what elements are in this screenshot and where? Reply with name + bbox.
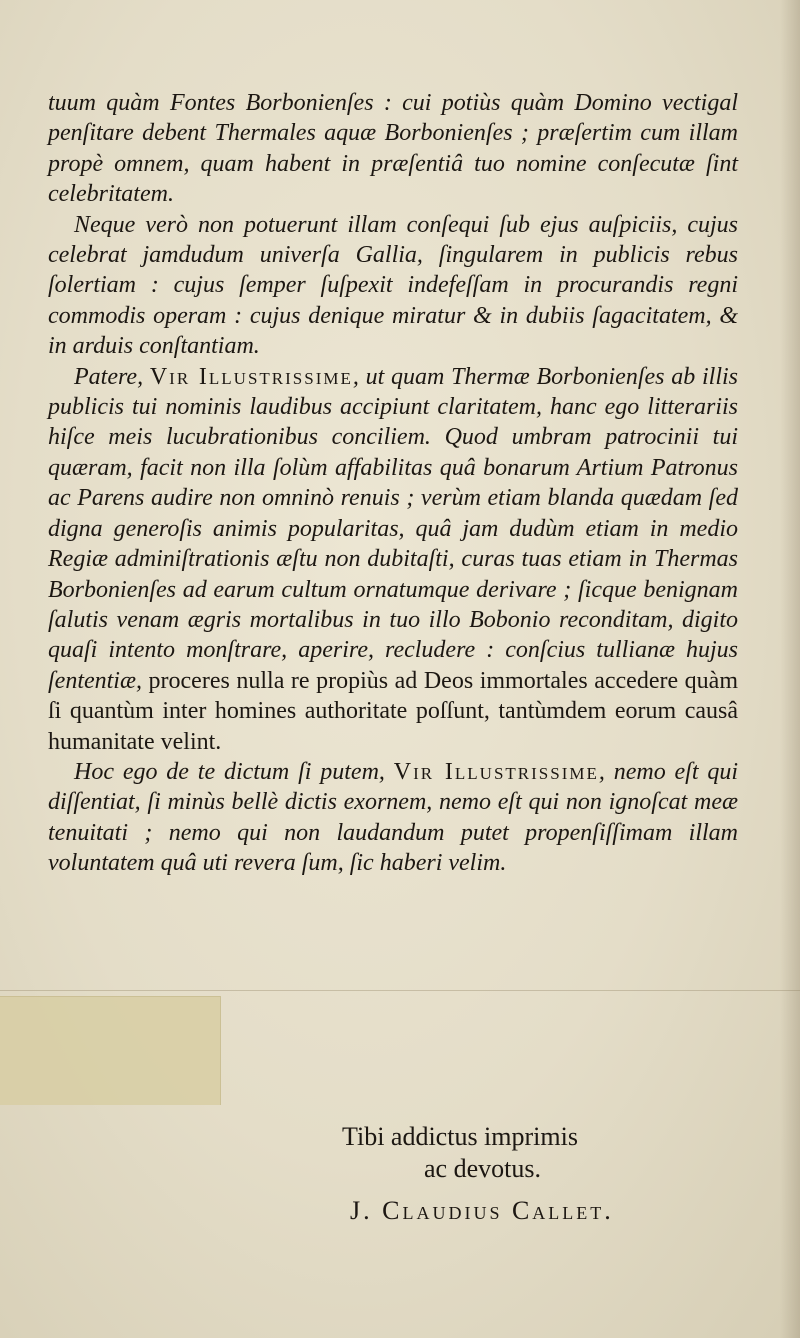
show-through-line xyxy=(0,990,800,991)
page-edge-shadow xyxy=(780,0,800,1338)
text-run: Patere, xyxy=(74,363,150,390)
closing-line-devotus: ac devotus. xyxy=(424,1154,541,1183)
dedication-text xyxy=(48,88,738,879)
paragraph-4 xyxy=(48,757,738,879)
text-run: Neque verò non potuerunt illam conſequi ſub ejus auſpiciis, cujus celebrat jamdudum univerſa Gallia, ſingularem in publicis rebus ſolertiam : cujus ſemper ſuſpexit indefeſſam in procurandis regni commodis operam : cujus denique miratur & in dubiis ſagacitatem, & in arduis conſtantiam. xyxy=(48,211,738,360)
text-run: , ut quam Thermæ Borbonienſes ab illis publicis tui nominis laudibus accipiunt claritatem, hanc ego litterariis hiſce meis lucubrationibus conciliem. Quod umbram patrocinii tui quæram, facit non illa ſolùm affabilitas quâ bonarum Artium Patronus ac Parens audire non omninò renuis ; verùm etiam blanda quædam ſed digna generoſis animis popularitas, quâ jam dudùm etiam in medio Regiæ adminiſtrationis æſtu non dubitaſti, curas tuas etiam in Thermas Borbonienſes ad earum cultum ornatumque derivare ; ſicque benignam ſalutis venam ægris mortalibus in tuo illo Bobonio reconditam, digito quaſi intento monſtrare, aperire, recludere : conſcius tullianæ hujus ſententiæ, xyxy=(48,363,738,694)
author-signature: J. Claudius Callet. xyxy=(350,1196,614,1225)
text-run: , nemo eſt qui diſſentiat, ſi minùs bellè dictis exornem, nemo eſt qui non ignoſcat meæ tenuitati ; nemo qui non laudandum putet propenſiſſimam illam voluntatem quâ uti revera ſum, ſic haberi velim. xyxy=(48,758,739,877)
paragraph-3 xyxy=(48,362,738,757)
text-run: Vir Illustrissime xyxy=(393,758,599,785)
paper-stain xyxy=(0,996,221,1105)
text-run: Vir Illustrissime xyxy=(149,363,353,390)
text-run: Hoc ego de te dictum ſi putem, xyxy=(74,758,394,785)
paragraph-2 xyxy=(48,210,738,362)
text-run: tuum quàm Fontes Borbonienſes : cui potiùs quàm Domino vectigal penſitare debent Thermales aquæ Borbonienſes ; præſertim cum illam propè omnem, quam habent in præſentiâ tuo nomine conſecutæ ſint celebritatem. xyxy=(48,90,738,208)
text-run: proceres nulla re propiùs ad Deos immortales accedere quàm ſi quantùm inter homines authoritate poſſunt, tantùmdem eorum causâ humanitate velint. xyxy=(48,667,738,755)
closing-line-addictus: Tibi addictus imprimis xyxy=(342,1122,578,1151)
paragraph-1 xyxy=(48,88,738,210)
